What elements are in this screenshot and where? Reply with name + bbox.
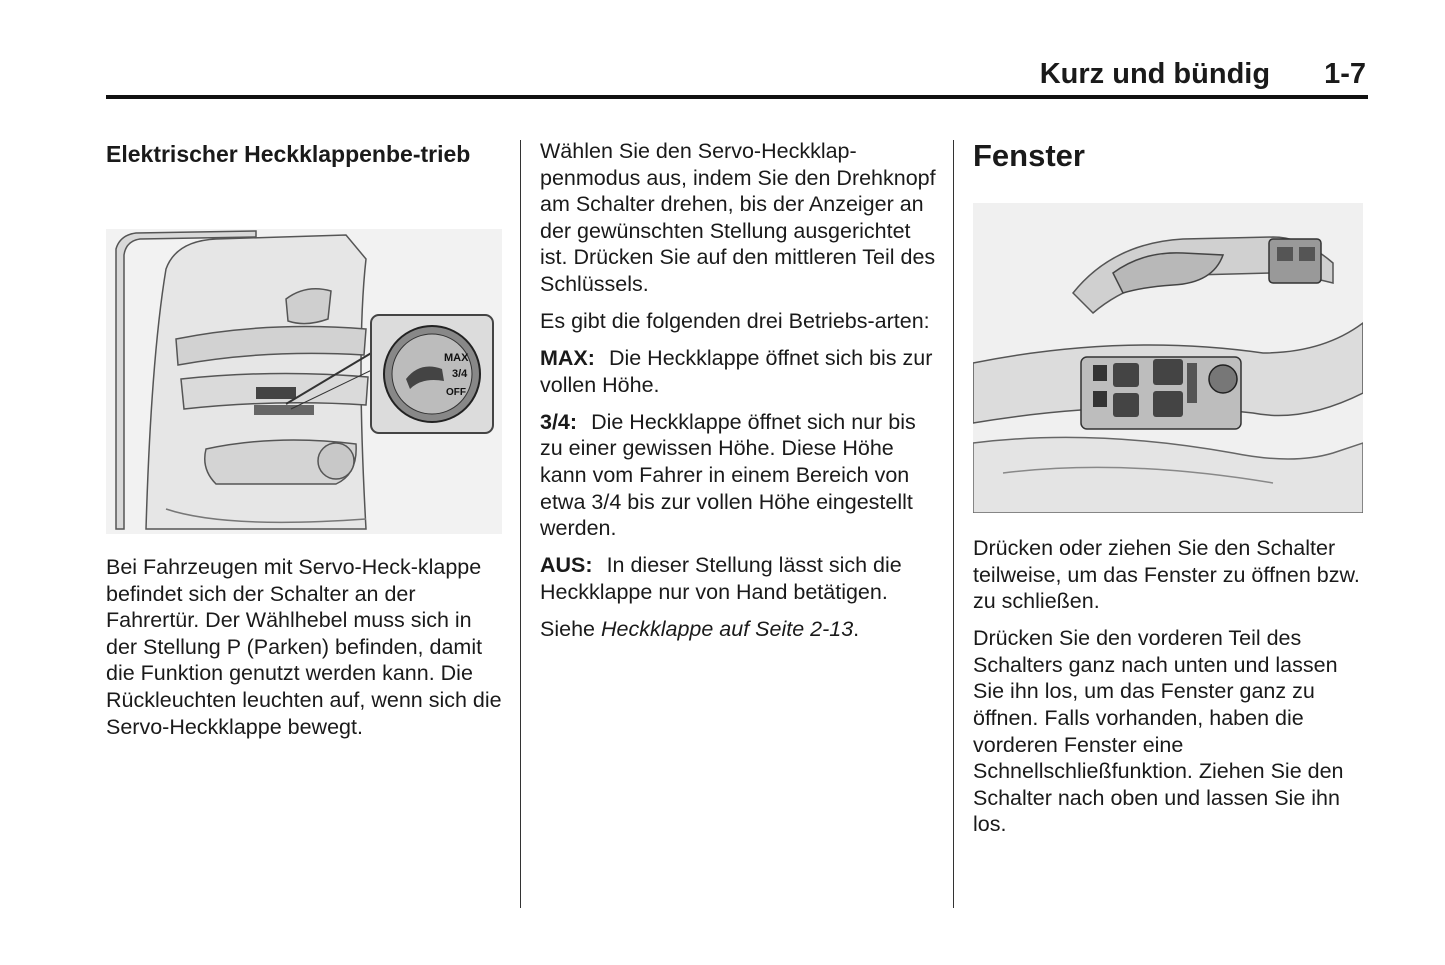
- column-2: [540, 138, 940, 653]
- liftgate-description: Bei Fahrzeugen mit Servo-Heck-klappe befindet sich der Schalter an der Fahrertür. Der Wählhebel muss sich in der Stellung P (Parken) befinden, damit die Funktion genutzt werden kann. Die Rückleuchten leuchten auf, wenn sich die Servo-Heckklappe bewegt.: [106, 555, 502, 739]
- windows-heading: Fenster: [973, 138, 1085, 173]
- mode-off-term: AUS:: [540, 553, 593, 578]
- mode-select-paragraph: Wählen Sie den Servo-Heckklap-penmodus aus, indem Sie den Drehknopf am Schalter drehen, bis der Anzeiger an der gewünschten Stellung ausgerichtet ist. Drücken Sie auf den mittleren Teil des Schlüssels.: [540, 139, 936, 296]
- window-switch-illustration: [973, 203, 1363, 513]
- dial-label-max: MAX: [444, 352, 469, 364]
- see-suffix: .: [853, 617, 860, 641]
- column-3: [973, 138, 1368, 849]
- dial-label-off: OFF: [446, 387, 466, 398]
- mode-off: [540, 552, 940, 605]
- header-rule: [106, 95, 1368, 99]
- window-operation-paragraph: Drücken oder ziehen Sie den Schalter teilweise, um das Fenster zu öffnen bzw. zu schließen.: [973, 536, 1360, 614]
- mode-max-text: Die Heckklappe öffnet sich bis zur vollen Höhe.: [540, 346, 933, 397]
- mode-three-quarter-text: Die Heckklappe öffnet sich nur bis zu einer gewissen Höhe. Diese Höhe kann vom Fahrer in einem Bereich von etwa 3/4 bis zur vollen Höhe eingestellt werden.: [540, 409, 916, 541]
- mode-off-text: In dieser Stellung lässt sich die Heckklappe nur von Hand betätigen.: [540, 553, 902, 604]
- running-header: [1040, 58, 1366, 91]
- column-divider-2: [953, 140, 954, 908]
- dial-label-three-quarter: 3/4: [452, 368, 468, 380]
- see-reference: [540, 616, 940, 643]
- window-express-paragraph: Drücken Sie den vorderen Teil des Schalters ganz nach unten und lassen Sie ihn los, um das Fenster ganz zu öffnen. Falls vorhanden, haben die vorderen Fenster eine Schnellschließfunktion. Ziehen Sie den Schalter nach oben und lassen Sie ihn los.: [973, 626, 1344, 837]
- section-title: Kurz und bündig: [1039, 58, 1271, 90]
- mode-max: [540, 345, 940, 398]
- column-1: [106, 138, 506, 751]
- power-liftgate-heading: Elektrischer Heckklappenbe-trieb: [106, 141, 471, 167]
- cross-reference-link[interactable]: Heckklappe auf Seite 2-13: [600, 617, 854, 641]
- liftgate-switch-illustration: [106, 229, 502, 534]
- mode-max-term: MAX:: [540, 346, 595, 371]
- see-prefix: Siehe: [540, 617, 595, 641]
- mode-three-quarter-term: 3/4:: [540, 409, 578, 434]
- page-number: 1-7: [1324, 58, 1366, 90]
- modes-intro: Es gibt die folgenden drei Betriebs-arten:: [540, 309, 930, 334]
- column-divider-1: [520, 140, 521, 908]
- mode-three-quarter: [540, 409, 940, 542]
